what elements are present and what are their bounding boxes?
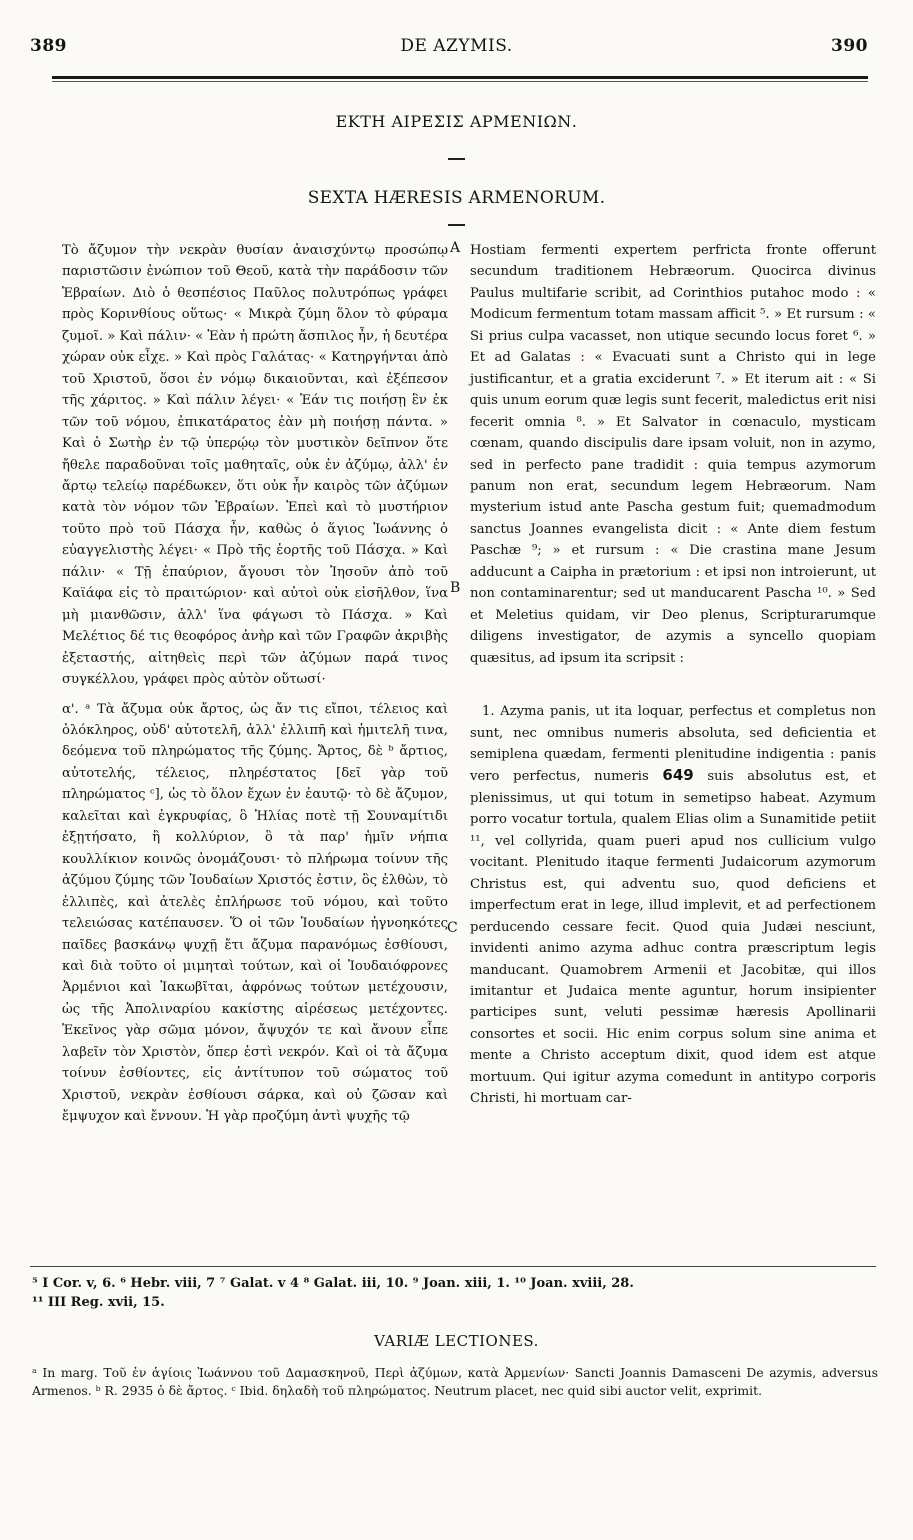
latin-paragraph-2 (470, 701, 876, 1110)
running-title: DE AZYMIS. (400, 36, 513, 56)
header-rule (52, 76, 868, 79)
footnotes (32, 1274, 878, 1312)
greek-paragraph-1: Τὸ ἄζυμον τὴν νεκρὰν θυσίαν ἀναισχύντῳ προσώπῳ παριστῶσιν ἐνώπιον τοῦ Θεοῦ, κατὰ τὴν παράδοσιν τῶν Ἑβραίων. Διὸ ὁ θεσπέσιος Παῦλος πολυτρόπως γράφει πρὸς Κορινθίους οὕτως· « Μικρὰ ζύμη ὅλον τὸ φύραμα ζυμοῖ. » Καὶ πάλιν· « Ἐὰν ἡ πρώτη ἄσπιλος ἦν, ἡ δευτέρα χώραν οὐκ εἶχε. » Καὶ πρὸς Γαλάτας· « Κατηργήνται ἀπὸ τοῦ Χριστοῦ, ὅσοι ἐν νόμῳ δικαιοῦνται, καὶ ἐξέπεσον τῆς χάριτος. » Καὶ πάλιν λέγει· « Ἐάν τις ποιήσῃ ἓν ἐκ τῶν τοῦ νόμου, ἐπικατάρατος ἐὰν μὴ ποιήσῃ πάντα. » Καὶ ὁ Σωτὴρ ἐν τῷ ὑπερῴῳ τὸν μυστικὸν δεῖπνον ὅτε ἤθελε παραδοῦναι τοῖς μαθηταῖς, οὐκ ἐν ἀζύμῳ, ἀλλ' ἐν ἄρτῳ τελείῳ παρέδωκεν, ὅτι οὐκ ἦν καιρὸς τῶν ἀζύμων κατὰ τὸν νόμον τῶν Ἑβραίων. Ἐπεὶ καὶ τὸ μυστήριον τοῦτο πρὸ τοῦ Πάσχα ἦν, καθὼς ὁ ἅγιος Ἰωάννης ὁ εὐαγγελιστὴς λέγει· « Πρὸ τῆς ἑορτῆς τοῦ Πάσχα. » Καὶ πάλιν· « Τῇ ἐπαύριον, ἄγουσι τὸν Ἰησοῦν ἀπὸ τοῦ Καϊάφα εἰς τὸ πραιτώριον· καὶ αὐτοὶ οὐκ εἰσῆλθον, ἵνα μὴ μιανθῶσιν, ἀλλ' ἵνα φάγωσι τὸ Πάσχα. » Καὶ Μελέτιος δέ τις θεοφόρος ἀνὴρ καὶ τῶν Γραφῶν ἀκριβὴς ἐξεταστής, αἰτηθεὶς περὶ τῶν ἀζύμων παρά τινος συγκέλλου, γράφει πρὸς αὐτὸν οὕτωσί· (62, 243, 448, 688)
latin-paragraph-2b: suis absolutus est, et plenissimus, ut qui totum in semetipso habeat. Azymum porro vocatur tortula, qualem Elias olim a Sunamitide petiit ¹¹, vel collyrida, quam pueri apud nos cullicium vulgo vocitant. Plenitudo itaque fermenti Judaicorum azymorum Christus est, qui adventu suo, quod deficiens et imperfectum erat in lege, illud implevit, et ad perfectionem perducendo cessare fecit. Quod quia Judæi nesciunt, invidenti animo azyma adhuc contra præscriptum legis manducant. Quamobrem Armenii et Jacobitæ, qui illos imitantur et Judaica mente aguntur, horum insipienter participes sunt, veluti pessimæ hæresis Apollinarii consortes et socii. Hic enim corpus solum sine anima et mente a Christo acceptum dixit, quod idem est atque mortuum. Qui igitur azyma comedunt in antitypo corporis Christi, hi mortuam car- (470, 769, 876, 1107)
footnote-line-2: ¹¹ III Reg. xvii, 15. (32, 1295, 165, 1310)
page-number-left: 389 (30, 36, 67, 56)
margin-marker-b: B (450, 580, 461, 596)
footnote-rule (30, 1266, 876, 1267)
margin-marker-c: C (447, 920, 458, 936)
title-dash-1 (448, 158, 465, 160)
greek-section-title: ΕΚΤΗ ΑΙΡΕΣΙΣ ΑΡΜΕΝΙΩΝ. (335, 112, 578, 131)
inline-page-number: 649 (662, 766, 694, 785)
latin-paragraph-1: Hostiam fermenti expertem perfricta fronte offerunt secundum traditionem Hebræorum. Quocirca divinus Paulus multifarie scribit, ad Corinthios putahoc modo : « Modicum fermentum totam massam afficit ⁵. » Et rursum : « Si prius culpa vacasset, non utique secundo locus foret ⁶. » Et ad Galatas : « Evacuati sunt a Christo qui in lege justificantur, et a gratia exciderunt ⁷. » Et iterum ait : « Si quis unum eorum quæ legis sunt fecerit, maledictus erit nisi fecerit omnia ⁸. » Et Salvator in cœnaculo, mysticam cœnam, quando discipulis dare ipsam voluit, non in azymo, sed in perfecto pane tradidit : quia tempus azymorum panum non erat, secundum legem Hebræorum. Nam mysterium istud ante Pascha gestum fuit; quemadmodum sanctus Joannes evangelista dicit : « Ante diem festum Paschæ ⁹; » et rursum : « Die crastina mane Jesum adducunt a Caipha in prætorium : et ipsi non introierunt, ut non contaminarentur; sed ut manducarent Pascha ¹⁰. » Sed et Meletius quidam, vir Deo plenus, Scripturarumque diligens investigator, de azymis a syncello quopiam quæsitus, ad ipsum ita scripsit : (470, 243, 876, 666)
greek-paragraph-2: α'. ᵃ Τὰ ἄζυμα οὐκ ἄρτος, ὡς ἄν τις εἴποι, τέλειος καὶ ὁλόκληρος, οὐδ' αὐτοτελῆ, ἀλλ' ἐλλιπῆ καὶ ἡμιτελῆ τινα, δεόμενα τοῦ πληρώματος τῆς ζύμης. Ἄρτος, δὲ ᵇ ἄρτιος, αὐτοτελής, τέλειος, πληρέστατος [δεῖ γὰρ τοῦ πληρώματος ᶜ], ὡς τὸ ὅλον ἔχων ἐν ἑαυτῷ· τὸ δὲ ἄζυμον, καλεῖται καὶ ἐγκρυφίας, ὃ Ἠλίας ποτὲ τῇ Σουναμίτιδι ἐξῃτήσατο, ἢ κολλύριον, ὃ τὰ παρ' ἡμῖν νήπια κουλλίκιον κοινῶς ὀνομάζουσι· τὸ πλήρωμα τοίνυν τῆς ἀζύμου ζύμης τῶν Ἰουδαίων Χριστός ἐστιν, ὃς ἐλθὼν, τὸ ἐλλιπὲς, καὶ ἀτελὲς ἐπλήρωσε τοῦ νόμου, καὶ τοῦτο τελειώσας κατέπαυσεν. Ὅ οἱ τῶν Ἰουδαίων ἠγνοηκότες παῖδες βασκάνῳ ψυχῇ ἔτι ἄζυμα παρανόμως ἐσθίουσι, καὶ διὰ τοῦτο οἱ μιμηταὶ τούτων, καὶ οἱ Ἰουδαιόφρονες Ἀρμένιοι καὶ Ἰακωβῖται, ἀφρόνως τούτων μετέχουσιν, ὡς τῆς Ἀπολιναρίου κακίστης αἱρέσεως μετέχοντες. Ἐκεῖνος γὰρ σῶμα μόνον, ἄψυχόν τε καὶ ἄνουν εἶπε λαβεῖν τὸν Χριστὸν, ὅπερ ἐστὶ νεκρόν. Καὶ οἱ τὰ ἄζυμα τοίνυν ἐσθίοντες, εἰς ἀντίτυπον τοῦ σώματος τοῦ Χριστοῦ, νεκρὰν ἐσθίουσι σάρκα, καὶ οὐ ζῶσαν καὶ ἔμψυχον καὶ ἔννουν. Ἡ γὰρ προζύμη ἀντὶ ψυχῆς τῷ (62, 701, 448, 1125)
greek-column (62, 240, 448, 1128)
header-rule-thin (52, 81, 868, 82)
margin-marker-a: A (450, 240, 461, 256)
variae-lectiones-text: ᵃ In marg. Τοῦ ἐν ἁγίοις Ἰωάννου τοῦ Δαμασκηνοῦ, Περὶ ἀζύμων, κατὰ Ἀρμενίων· Sancti Joannis Damasceni De azymis, adversus Armenos. ᵇ R. 2935 ὁ δὲ ἄρτος. ᶜ Ibid. δηλαδὴ τοῦ πληρώματος. Neutrum placet, nec quid sibi auctor velit, exprimit. (32, 1365, 878, 1398)
footnote-line-1: ⁵ I Cor. v, 6. ⁶ Hebr. viii, 7 ⁷ Galat. v 4 ⁸ Galat. iii, 10. ⁹ Joan. xiii, 1. ¹⁰ Joan. xviii, 28. (32, 1276, 634, 1291)
latin-paragraph-2a: 1. Azyma panis, ut ita loquar, perfectus et completus non sunt, nec omnibus numeris absoluta, sed deficientia et semiplena quædam, fermenti plenitudine indigentia : panis vero perfectus, numeris (470, 704, 876, 785)
title-dash-2 (448, 224, 465, 226)
variae-lectiones-heading: VARIÆ LECTIONES. (374, 1332, 539, 1350)
latin-column (470, 240, 876, 1110)
latin-section-title: SEXTA HÆRESIS ARMENORUM. (307, 188, 606, 208)
page-number-right: 390 (831, 36, 868, 56)
